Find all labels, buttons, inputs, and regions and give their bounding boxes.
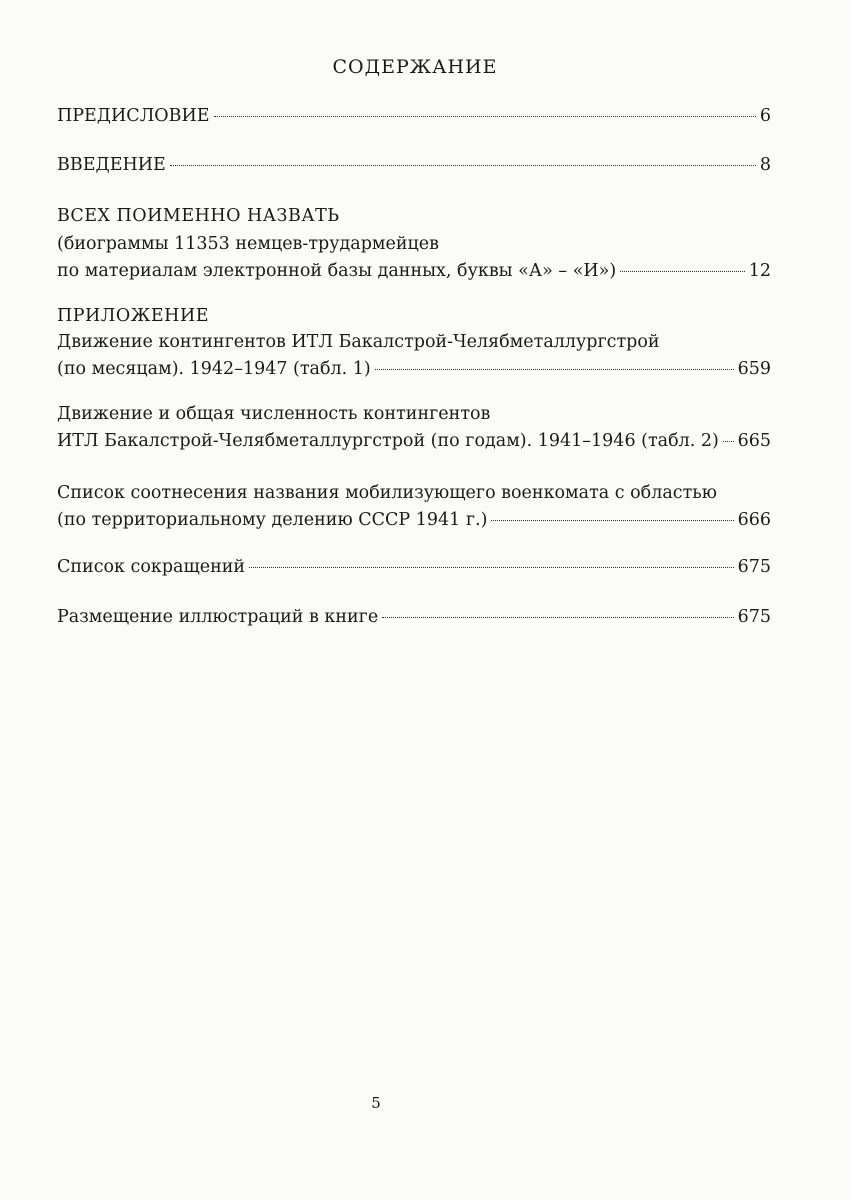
toc-entry-appendix-abbreviations[interactable] (57, 554, 771, 581)
toc-entry-page: 659 (737, 359, 771, 379)
leader-dots (723, 441, 734, 442)
toc-entry-appendix-table-2[interactable] (57, 401, 771, 455)
toc-entry-page: 6 (759, 106, 771, 126)
leader-dots (375, 369, 734, 370)
toc-entry-subtitle: (биограммы 11353 немцев-трудармейцев (57, 234, 440, 254)
toc-entry-introduction[interactable] (57, 152, 771, 179)
toc-entry-page: 666 (737, 510, 771, 530)
toc-entry-appendix-table-1[interactable] (57, 329, 771, 383)
leader-dots (249, 567, 734, 568)
toc-entry-title: Список соотнесения названия мобилизующего военкомата с областью (57, 483, 718, 503)
leader-dots (620, 271, 745, 272)
leader-dots (170, 165, 756, 166)
appendix-heading: ПРИЛОЖЕНИЕ (57, 306, 209, 326)
leader-dots (491, 520, 733, 521)
toc-entry-appendix-military-offices[interactable] (57, 480, 771, 534)
toc-entry-title: Список сокращений (57, 557, 246, 577)
toc-entry-title: Размещение иллюстраций в книге (57, 607, 379, 627)
toc-entry-page: 8 (759, 155, 771, 175)
toc-entry-title-last: ИТЛ Бакалстрой-Челябметаллургстрой (по годам). 1941–1946 (табл. 2) (57, 431, 719, 451)
toc-entry-biograms[interactable] (57, 203, 771, 285)
toc-entry-page: 12 (748, 261, 771, 281)
toc-entry-title-last: (по территориальному делению СССР 1941 г.) (57, 510, 488, 530)
page-number: 5 (371, 1094, 381, 1112)
page-title: СОДЕРЖАНИЕ (332, 56, 498, 78)
toc-entry-title-last: (по месяцам). 1942–1947 (табл. 1) (57, 359, 371, 379)
toc-entry-subtitle-last: по материалам электронной базы данных, буквы «А» – «И») (57, 261, 617, 281)
toc-entry-title: ПРЕДИСЛОВИЕ (57, 106, 210, 126)
toc-entry-page: 665 (737, 431, 771, 451)
toc-entry-title: Движение и общая численность контингентов (57, 404, 491, 424)
toc-entry-preface[interactable] (57, 103, 771, 130)
leader-dots (382, 617, 733, 618)
toc-entry-page: 675 (737, 607, 771, 627)
toc-entry-appendix-illustrations[interactable] (57, 604, 771, 631)
toc-entry-title: Движение контингентов ИТЛ Бакалстрой-Челябметаллургстрой (57, 332, 660, 352)
leader-dots (214, 116, 756, 117)
toc-entry-title: ВВЕДЕНИЕ (57, 155, 166, 175)
toc-entry-title: ВСЕХ ПОИМЕННО НАЗВАТЬ (57, 206, 340, 226)
toc-entry-page: 675 (737, 557, 771, 577)
